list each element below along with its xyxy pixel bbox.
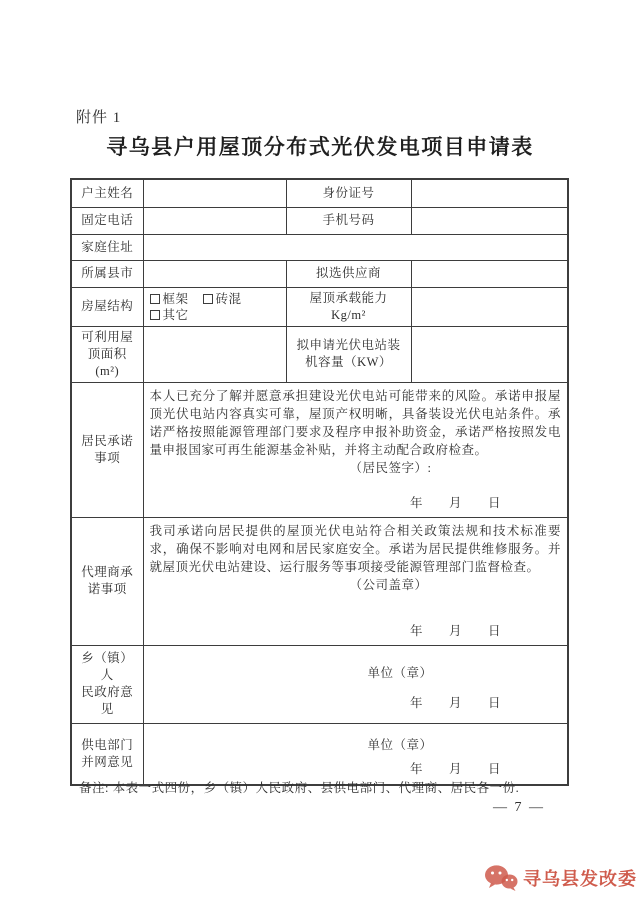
householder-name-label: 户主姓名 (71, 179, 143, 207)
checkbox-other[interactable] (150, 307, 189, 323)
table-row (71, 260, 568, 287)
id-number-field[interactable] (411, 179, 568, 207)
township-opinion-label: 乡（镇）人 民政府意 见 (71, 645, 143, 723)
application-form-table (70, 178, 569, 786)
checkbox-icon (203, 294, 213, 304)
supplier-label: 拟选供应商 (286, 260, 411, 287)
home-address-label: 家庭住址 (71, 234, 143, 260)
table-row (71, 179, 568, 207)
supplier-field[interactable] (411, 260, 568, 287)
roof-area-field[interactable] (143, 326, 286, 382)
agent-commitment-cell (143, 517, 568, 645)
footnote: 备注: 本表一式四份，乡（镇）人民政府、县供电部门、代理商、居民各一份. (79, 781, 520, 795)
table-row (71, 234, 568, 260)
pv-capacity-label: 拟申请光伏电站装 机容量（KW） (286, 326, 411, 382)
brand-name: 寻乌县发改委 (523, 868, 637, 889)
structure-options-cell (143, 287, 286, 326)
township-unit-seal-label: 单位（章） (367, 666, 433, 680)
checkbox-frame-label: 框架 (162, 291, 189, 306)
roof-capacity-label: 屋顶承载能力 Kg/m² (286, 287, 411, 326)
checkbox-brick[interactable] (203, 291, 242, 307)
landline-field[interactable] (143, 207, 286, 234)
agent-commitment-text: 我司承诺向居民提供的屋顶光伏电站符合相关政策法规和技术标准要求，确保不影响对电网和居民家庭安全。承诺为居民提供维修服务。并就屋顶光伏电站建设、运行服务等事项接受能源管理部门监督检查。 (149, 524, 561, 574)
grid-unit-seal-label: 单位（章） (367, 737, 433, 752)
county-label: 所属县市 (71, 260, 143, 287)
home-address-field[interactable] (143, 234, 568, 260)
table-row (71, 287, 568, 326)
table-row (71, 326, 568, 382)
county-field[interactable] (143, 260, 286, 287)
checkbox-brick-label: 砖混 (215, 291, 242, 306)
grid-date-label: 年 月 日 (409, 761, 501, 776)
table-row (71, 517, 568, 645)
pv-capacity-field[interactable] (411, 326, 568, 382)
table-row (71, 207, 568, 234)
mobile-label: 手机号码 (286, 207, 411, 234)
mobile-field[interactable] (411, 207, 568, 234)
grid-opinion-cell (143, 723, 568, 785)
checkbox-other-label: 其它 (162, 307, 189, 322)
attachment-label: 附件 1 (76, 110, 122, 126)
table-row (71, 723, 568, 785)
checkbox-icon (150, 294, 160, 304)
table-row (71, 382, 568, 517)
resident-date-label: 年 月 日 (409, 496, 501, 510)
township-date-label: 年 月 日 (409, 696, 501, 710)
agent-date-label: 年 月 日 (409, 624, 501, 638)
table-row (71, 645, 568, 723)
wechat-icon (484, 864, 518, 891)
township-opinion-cell (143, 645, 568, 723)
brand-footer (484, 864, 637, 891)
structure-label: 房屋结构 (71, 287, 143, 326)
company-stamp-label: （公司盖章） (349, 578, 428, 592)
roof-area-label: 可利用屋 顶面积(m²) (71, 326, 143, 382)
grid-opinion-label: 供电部门 并网意见 (71, 723, 143, 785)
roof-capacity-field[interactable] (411, 287, 568, 326)
page-title: 寻乌县户用屋顶分布式光伏发电项目申请表 (106, 135, 534, 159)
householder-name-field[interactable] (143, 179, 286, 207)
page-number: — 7 — (493, 800, 545, 815)
resident-commitment-text: 本人已充分了解并愿意承担建设光伏电站可能带来的风险。承诺申报屋顶光伏电站内容真实可靠，屋顶产权明晰，具备装设光伏电站条件。承诺严格按照能源管理部门要求及程序申报补助资金，承诺严格按照发电量申报国家可再生能源基金补贴，并将主动配合政府检查。 (149, 389, 561, 457)
landline-label: 固定电话 (71, 207, 143, 234)
resident-signature-label: （居民签字）: (349, 461, 432, 475)
resident-commitment-label: 居民承诺 事项 (71, 382, 143, 517)
checkbox-frame[interactable] (150, 291, 189, 307)
agent-commitment-label: 代理商承 诺事项 (71, 517, 143, 645)
resident-commitment-cell (143, 382, 568, 517)
checkbox-icon (150, 310, 160, 320)
id-number-label: 身份证号 (286, 179, 411, 207)
